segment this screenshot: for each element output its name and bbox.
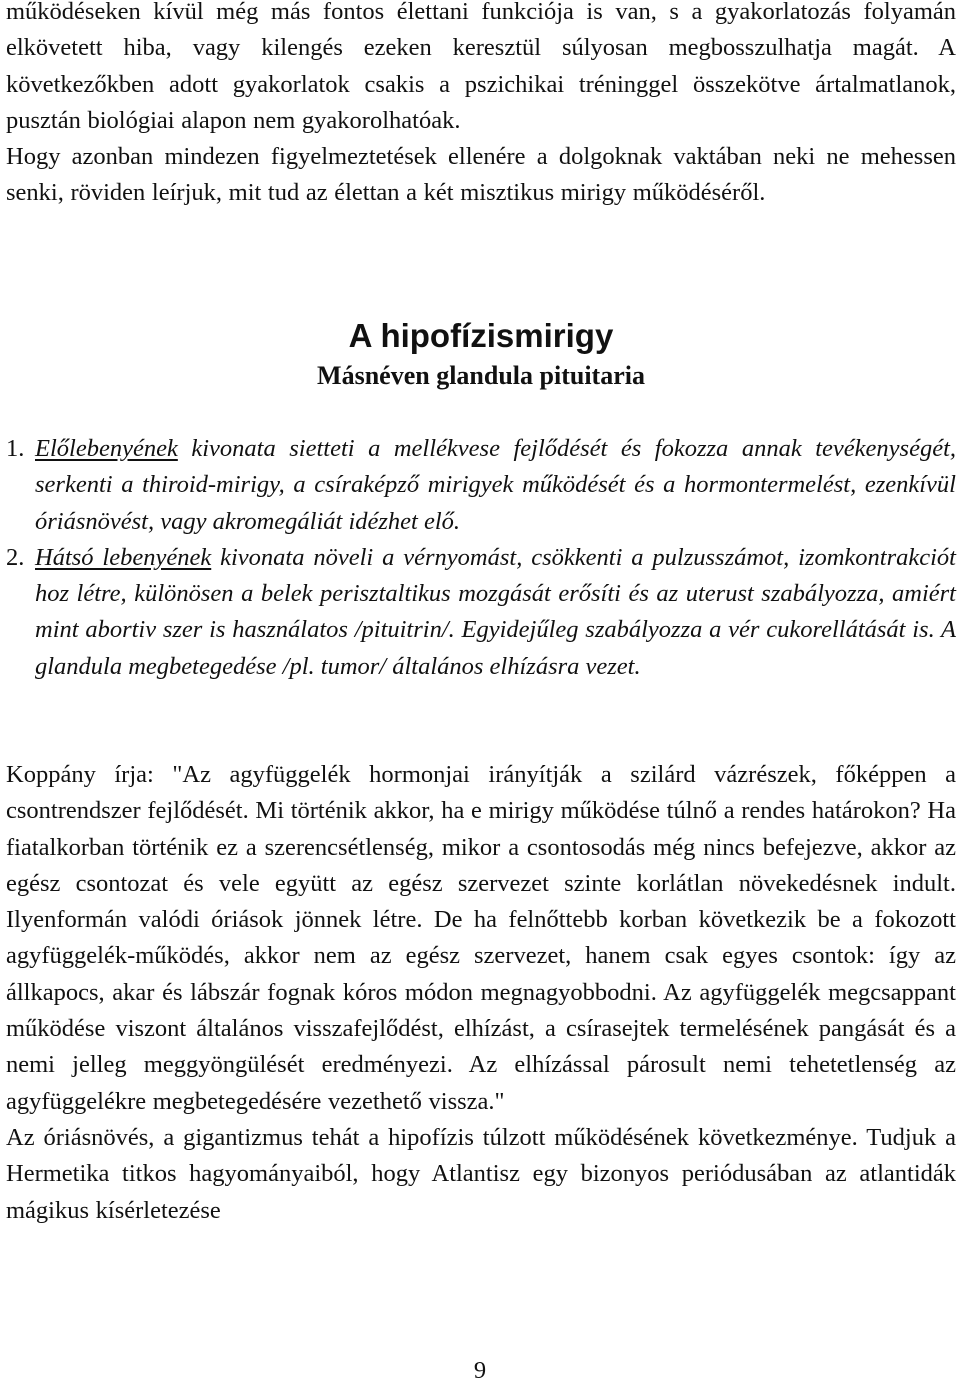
lobe-list [6,431,956,685]
section-subtitle: Másnéven glandula pituitaria [317,361,645,390]
intro-paragraph-2: Hogy azonban mindezen figyelmeztetések ellenére a dolgoknak vaktában neki ne mehessen senki, röviden leírjuk, mit tud az élettan a két misztikus mirigy működéséről. [6,143,956,207]
list-item-number: 1. [6,435,25,462]
page-number: 9 [473,1357,487,1384]
list-item-text: kivonata sietteti a mellékvese fejlődését és fokozza annak tevékenységét, serkenti a thiroid-mirigy, a csíraképző mirigyek működését és a hormontermelést, ezenkívül óriásnövést, vagy akromegáliát idézhet elő. [35,435,956,535]
body-paragraph: Az óriásnövés, a gigantizmus tehát a hipofízis túlzott működésének következménye. Tudjuk a Hermetika titkos hagyományaiból, hogy Atlantisz egy bizonyos periódusában az atlantidák mágikus kísérletezése [6,1123,956,1224]
body-section [6,757,956,1229]
section-title: A hipofízismirigy [348,317,614,354]
list-item-number: 2. [6,543,25,571]
list-item [6,431,956,540]
list-item-term: Előlebenyének [35,435,178,462]
intro-section [6,0,956,212]
quote-paragraph: Koppány írja: "Az agyfüggelék hormonjai irányítják a szilárd vázrészek, főképpen a csontrendszer fejlődését. Mi történik akkor, ha e mirigy működése túlnő a rendes határokon? Ha fiatalkorban történik ez a szerencsétlenség, mikor a csontosodás még nincs befejezve, akkor az egész csontozat és vele együtt az egész szervezet szinte korlátlan növekedésnek indult. Ilyenformán valódi óriások jönnek létre. De ha felnőttebb korban következik be a fokozott agyfüggelék-működés, akkor nem az egész szervezet, hanem csak egyes csontok: így az állkapocs, akar és lábszár fognak kóros módon megnagyobbodni. Az agyfüggelék megcsappant működése viszont általános visszafejlődést, elhízást, a csírasejtek termelésének pangását és a nemi jelleg meggyöngülését eredményezi. Az elhízással párosult nemi tehetetlenség az agyfüggelékre megbetegedésére vezethető vissza." [6,761,956,1115]
list-item [6,540,956,685]
list-item-text: kivonata növeli a vérnyomást, csökkenti a pulzusszámot, izomkontrakciót hoz létre, különösen a belek perisztaltikus mozgását erősíti és az uterust szabályozza, amiért mint abortiv szer is használatos /pituitrin/. Egyidejűleg szabályozza a vér cukorellátását is. A glandula megbetegedése /pl. tumor/ általános elhízásra vezet. [35,543,956,680]
list-item-term: Hátsó lebenyének [35,543,212,571]
intro-paragraph-1: működéseken kívül még más fontos élettani funkciója is van, s a gyakorlatozás folyamán elkövetett hiba, vagy kilengés ezeken keresztül súlyosan megbosszulhatja magát. A következőkben adott gyakorlatok csakis a pszichikai tréninggel összekötve ártalmatlanok, pusztán biológiai alapon nem gyakorolhatóak. [6,0,956,134]
